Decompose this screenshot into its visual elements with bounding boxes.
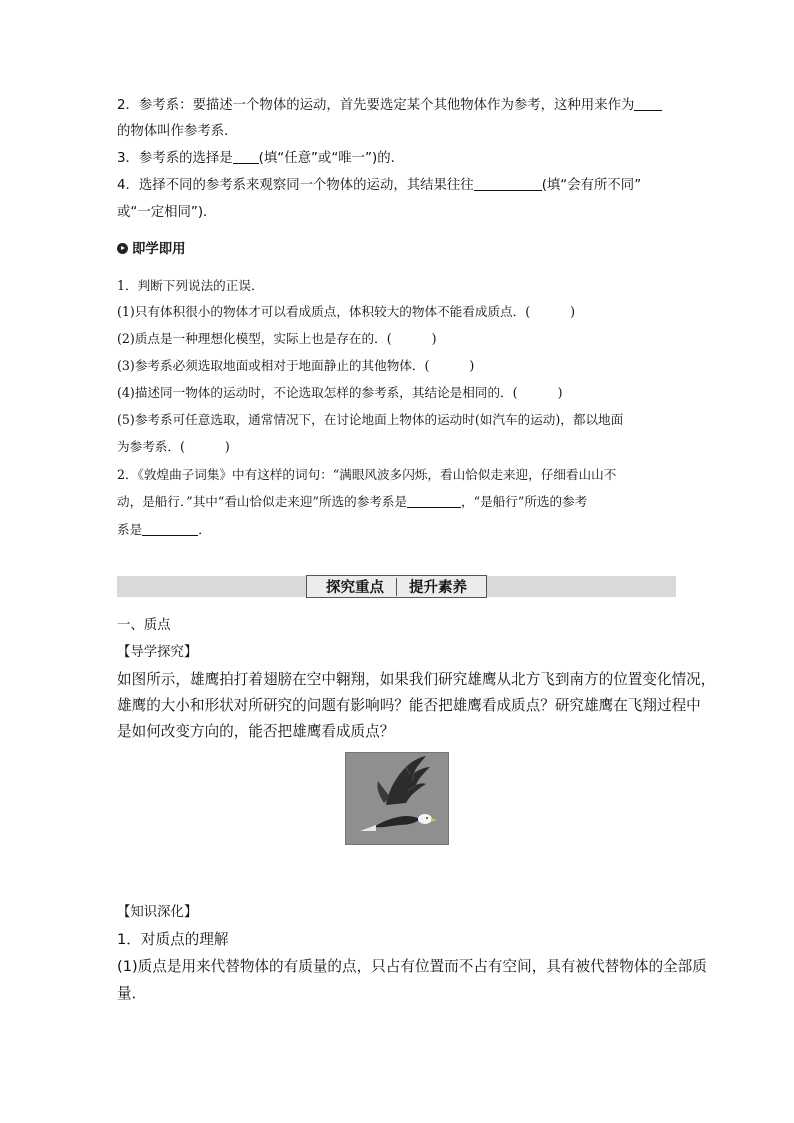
q1-statement-2 bbox=[117, 329, 437, 349]
item-2-text-cont: 的物体叫作参考系． bbox=[117, 124, 238, 139]
guide-line-3 bbox=[117, 722, 394, 742]
q1-statement-1 bbox=[117, 302, 575, 322]
item-2-line-1 bbox=[117, 96, 662, 116]
q1-1-text: (1)只有体积很小的物体才可以看成质点，体积较大的物体不能看成质点．( bbox=[117, 304, 531, 319]
practice-heading bbox=[117, 240, 186, 260]
section-title-right: 提升素养 bbox=[409, 580, 467, 596]
guide-text-3: 是如何改变方向的，能否把雄鹰看成质点？ bbox=[117, 723, 395, 740]
item-2-text: 2．参考系：要描述一个物体的运动，首先要选定某个其他物体作为参考，这种用来作为 bbox=[117, 98, 635, 113]
deep-text-2: (1)质点是用来代替物体的有质量的点，只占有位置而不占有空间，具有被代替物体的全部质 bbox=[117, 958, 707, 975]
item-4-text-end: 或“一定相同”)． bbox=[117, 205, 217, 220]
section-title-left: 探究重点 bbox=[326, 580, 384, 596]
q1-title bbox=[117, 276, 264, 296]
eagle-icon bbox=[346, 753, 448, 844]
q1-statement-5-line-2 bbox=[117, 437, 230, 457]
q2-line-1 bbox=[117, 465, 616, 485]
q1-2-text: (2)质点是一种理想化模型，实际上也是存在的．( bbox=[117, 331, 392, 346]
q2-text-cont-2: ，“是船行”所选的参考 bbox=[461, 494, 588, 509]
section-header-title bbox=[306, 575, 487, 598]
guide-line-2 bbox=[117, 696, 701, 716]
deep-text-1: 1．对质点的理解 bbox=[117, 931, 229, 948]
eagle-photo bbox=[345, 752, 449, 845]
deep-label bbox=[117, 903, 197, 923]
guide-label bbox=[117, 643, 197, 663]
deep-label-text: 【知识深化】 bbox=[117, 905, 198, 920]
answer-blank[interactable] bbox=[233, 149, 259, 164]
q2-text-end: 系是 bbox=[117, 522, 143, 537]
answer-blank[interactable] bbox=[474, 176, 542, 191]
practice-heading-text: 即学即用 bbox=[132, 242, 186, 257]
q2-line-2 bbox=[117, 492, 587, 512]
q1-statement-5-line-1 bbox=[117, 410, 623, 430]
guide-text-1: 如图所示，雄鹰拍打着翅膀在空中翱翔，如果我们研究雄鹰从北方飞到南方的位置变化情况， bbox=[117, 671, 716, 688]
item-3-text-cont: (填“任意”或“唯一”)的． bbox=[258, 151, 404, 166]
q1-title-text: 1．判断下列说法的正误． bbox=[117, 278, 264, 293]
q1-statement-3 bbox=[117, 356, 474, 376]
deep-line-2 bbox=[117, 957, 707, 977]
guide-line-1 bbox=[117, 670, 715, 690]
guide-text-2: 雄鹰的大小和形状对所研究的问题有影响吗？能否把雄鹰看成质点？研究雄鹰在飞翔过程中 bbox=[117, 697, 701, 714]
q1-3-text: (3)参考系必须选取地面或相对于地面静止的其他物体．( bbox=[117, 358, 430, 373]
q1-5-text: (5)参考系可任意选取，通常情况下，在讨论地面上物体的运动时(如汽车的运动)，都以地面 bbox=[117, 412, 624, 427]
q2-text: 2．《敦煌曲子词集》中有这样的词句：“满眼风波多闪烁，看山恰似走来迎，仔细看山山不 bbox=[117, 467, 617, 482]
item-2-line-2 bbox=[117, 122, 238, 142]
part1-title bbox=[117, 616, 171, 636]
item-3-line bbox=[117, 149, 404, 169]
part1-title-text: 一、质点 bbox=[117, 618, 171, 633]
answer-blank[interactable] bbox=[634, 96, 662, 111]
answer-paren[interactable]: ) bbox=[224, 439, 230, 454]
answer-blank[interactable] bbox=[407, 493, 461, 508]
answer-paren[interactable]: ) bbox=[570, 304, 576, 319]
item-4-line-1 bbox=[117, 176, 641, 196]
q1-4-text: (4)描述同一物体的运动时，不论选取怎样的参考系，其结论是相同的．( bbox=[117, 385, 518, 400]
deep-text-3: 量． bbox=[117, 985, 147, 1002]
q2-period: ． bbox=[198, 522, 211, 537]
item-4-text-cont: (填“会有所不同” bbox=[541, 178, 642, 193]
answer-paren[interactable]: ) bbox=[469, 358, 475, 373]
q1-statement-4 bbox=[117, 383, 563, 403]
item-3-text: 3．参考系的选择是 bbox=[117, 151, 233, 166]
answer-paren[interactable]: ) bbox=[557, 385, 563, 400]
q1-5-text-cont: 为参考系．( bbox=[117, 439, 185, 454]
q2-line-3 bbox=[117, 520, 211, 540]
item-4-text: 4．选择不同的参考系来观察同一个物体的运动，其结果往往 bbox=[117, 178, 474, 193]
q2-text-cont: 动，是船行．”其中“看山恰似走来迎”所选的参考系是 bbox=[117, 494, 408, 509]
answer-paren[interactable]: ) bbox=[431, 331, 437, 346]
section-divider bbox=[396, 578, 397, 596]
answer-blank[interactable] bbox=[142, 521, 198, 536]
item-4-line-2 bbox=[117, 203, 216, 223]
play-circle-icon bbox=[117, 243, 128, 254]
deep-line-3 bbox=[117, 984, 146, 1004]
guide-label-text: 【导学探究】 bbox=[117, 645, 198, 660]
deep-line-1 bbox=[117, 930, 228, 950]
